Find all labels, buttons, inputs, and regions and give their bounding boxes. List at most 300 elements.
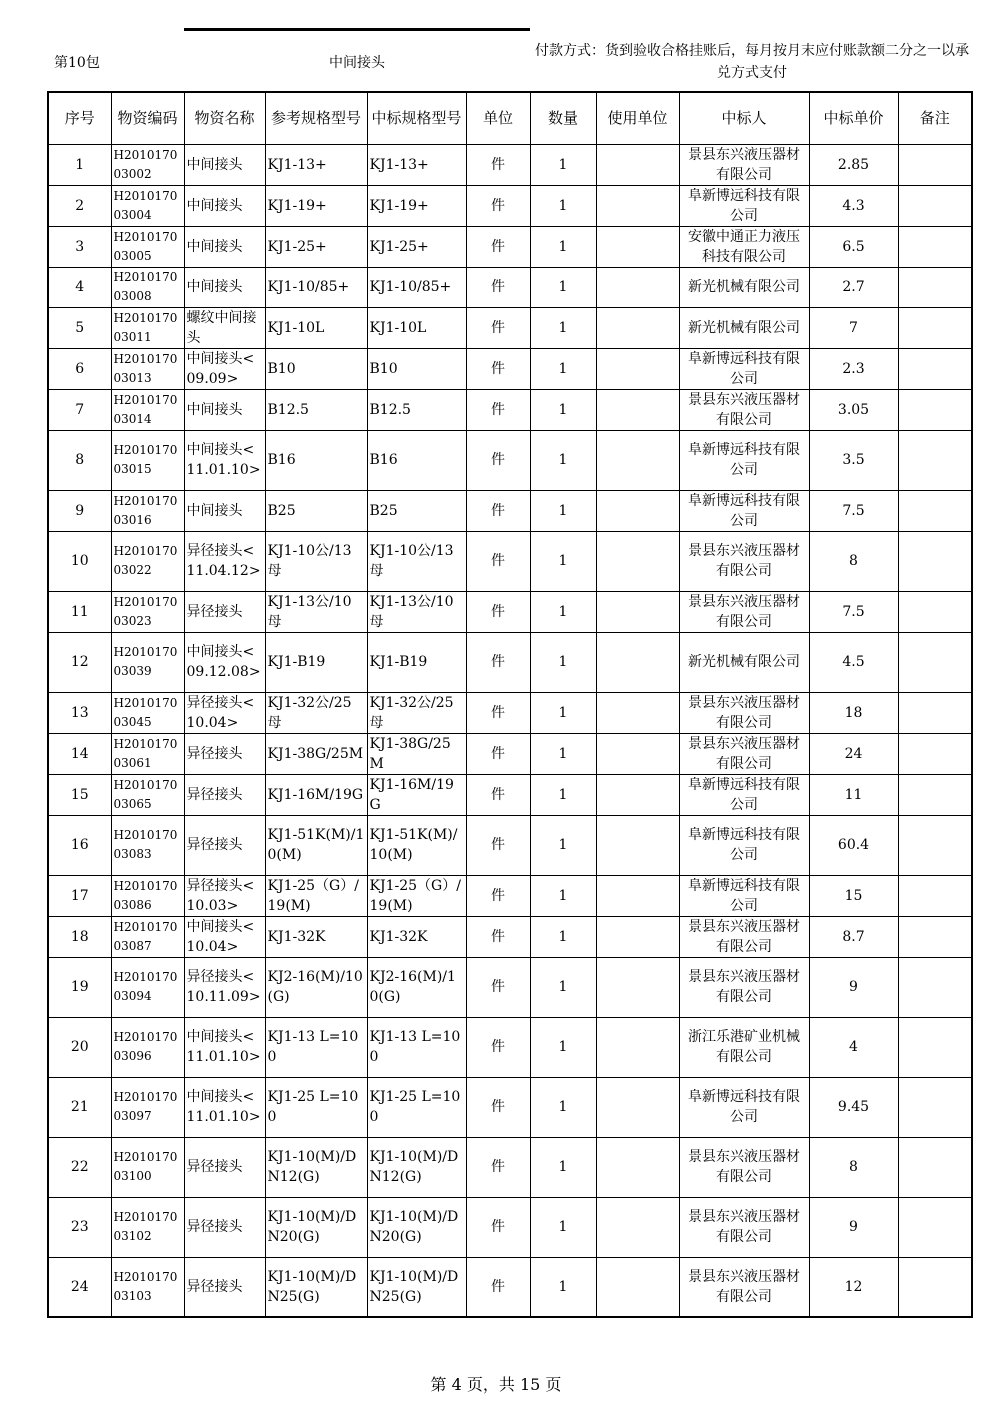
row-qty: 1 [530, 267, 596, 307]
row-no: 16 [48, 815, 111, 875]
row-ref-spec: KJ2-16(M)/10(G) [265, 957, 367, 1017]
col-header-winner: 中标人 [679, 92, 809, 144]
row-note [898, 430, 972, 490]
table-row [48, 733, 972, 774]
row-unit: 件 [466, 185, 530, 226]
row-no: 24 [48, 1257, 111, 1317]
row-award-spec: KJ1-32公/25母 [367, 692, 466, 733]
row-code: H201017003013 [111, 348, 184, 389]
row-note [898, 490, 972, 531]
row-note [898, 531, 972, 591]
row-user [596, 267, 679, 307]
row-ref-spec: B12.5 [265, 389, 367, 430]
table-row [48, 267, 972, 307]
row-no: 11 [48, 591, 111, 632]
row-note [898, 815, 972, 875]
row-no: 18 [48, 916, 111, 957]
row-qty: 1 [530, 1077, 596, 1137]
row-name: 异径接头 [184, 1137, 265, 1197]
row-winner: 景县东兴液压器材有限公司 [679, 144, 809, 185]
row-unit: 件 [466, 430, 530, 490]
row-unit: 件 [466, 692, 530, 733]
row-user [596, 144, 679, 185]
row-code: H201017003016 [111, 490, 184, 531]
header-rule [184, 28, 530, 31]
row-qty: 1 [530, 916, 596, 957]
row-winner: 景县东兴液压器材有限公司 [679, 957, 809, 1017]
row-unit: 件 [466, 591, 530, 632]
row-no: 8 [48, 430, 111, 490]
row-user [596, 733, 679, 774]
row-code: H201017003022 [111, 531, 184, 591]
row-ref-spec: KJ1-13+ [265, 144, 367, 185]
row-price: 15 [809, 875, 898, 916]
row-user [596, 226, 679, 267]
row-user [596, 389, 679, 430]
row-code: H201017003065 [111, 774, 184, 815]
table-row [48, 531, 972, 591]
table-row [48, 490, 972, 531]
row-unit: 件 [466, 389, 530, 430]
row-no: 10 [48, 531, 111, 591]
row-note [898, 591, 972, 632]
table-row [48, 875, 972, 916]
row-unit: 件 [466, 531, 530, 591]
row-winner: 景县东兴液压器材有限公司 [679, 733, 809, 774]
row-award-spec: KJ1-10(M)/DN20(G) [367, 1197, 466, 1257]
row-unit: 件 [466, 632, 530, 692]
row-winner: 阜新博远科技有限公司 [679, 185, 809, 226]
row-ref-spec: KJ1-10L [265, 307, 367, 348]
row-qty: 1 [530, 348, 596, 389]
row-code: H201017003008 [111, 267, 184, 307]
row-award-spec: B25 [367, 490, 466, 531]
row-user [596, 185, 679, 226]
row-ref-spec: KJ1-25+ [265, 226, 367, 267]
row-price: 12 [809, 1257, 898, 1317]
row-award-spec: KJ1-10(M)/DN12(G) [367, 1137, 466, 1197]
row-user [596, 591, 679, 632]
row-user [596, 815, 679, 875]
row-no: 12 [48, 632, 111, 692]
row-user [596, 957, 679, 1017]
row-unit: 件 [466, 916, 530, 957]
row-ref-spec: KJ1-32K [265, 916, 367, 957]
row-award-spec: B10 [367, 348, 466, 389]
row-qty: 1 [530, 430, 596, 490]
row-winner: 景县东兴液压器材有限公司 [679, 1197, 809, 1257]
row-ref-spec: B25 [265, 490, 367, 531]
row-winner: 新光机械有限公司 [679, 632, 809, 692]
row-code: H201017003005 [111, 226, 184, 267]
row-qty: 1 [530, 1257, 596, 1317]
row-ref-spec: B10 [265, 348, 367, 389]
row-code: H201017003094 [111, 957, 184, 1017]
package-label: 第10包 [54, 55, 100, 71]
table-row [48, 185, 972, 226]
row-winner: 阜新博远科技有限公司 [679, 430, 809, 490]
row-note [898, 875, 972, 916]
row-code: H201017003061 [111, 733, 184, 774]
row-name: 异径接头 [184, 1257, 265, 1317]
page-title: 中间接头 [329, 55, 385, 71]
row-qty: 1 [530, 815, 596, 875]
row-winner: 阜新博远科技有限公司 [679, 490, 809, 531]
row-ref-spec: KJ1-10(M)/DN25(G) [265, 1257, 367, 1317]
table-row [48, 815, 972, 875]
row-winner: 阜新博远科技有限公司 [679, 348, 809, 389]
row-qty: 1 [530, 733, 596, 774]
row-user [596, 1197, 679, 1257]
row-winner: 新光机械有限公司 [679, 307, 809, 348]
row-award-spec: KJ1-10(M)/DN25(G) [367, 1257, 466, 1317]
row-price: 8.7 [809, 916, 898, 957]
row-user [596, 490, 679, 531]
row-code: H201017003045 [111, 692, 184, 733]
row-price: 2.7 [809, 267, 898, 307]
row-code: H201017003083 [111, 815, 184, 875]
row-note [898, 1197, 972, 1257]
row-name: 异径接头<10.11.09> [184, 957, 265, 1017]
row-user [596, 531, 679, 591]
row-price: 8 [809, 531, 898, 591]
row-ref-spec: KJ1-10公/13母 [265, 531, 367, 591]
row-no: 14 [48, 733, 111, 774]
row-price: 11 [809, 774, 898, 815]
table-row [48, 144, 972, 185]
table-row [48, 632, 972, 692]
row-no: 20 [48, 1017, 111, 1077]
row-name: 异径接头<11.04.12> [184, 531, 265, 591]
row-code: H201017003097 [111, 1077, 184, 1137]
row-award-spec: KJ1-B19 [367, 632, 466, 692]
row-code: H201017003011 [111, 307, 184, 348]
row-qty: 1 [530, 957, 596, 1017]
col-header-note: 备注 [898, 92, 972, 144]
row-name: 中间接头 [184, 226, 265, 267]
row-qty: 1 [530, 591, 596, 632]
row-user [596, 348, 679, 389]
row-name: 中间接头<10.04> [184, 916, 265, 957]
row-note [898, 692, 972, 733]
row-unit: 件 [466, 348, 530, 389]
row-unit: 件 [466, 144, 530, 185]
table-row [48, 1077, 972, 1137]
row-ref-spec: KJ1-25（G）/19(M) [265, 875, 367, 916]
row-award-spec: KJ1-25+ [367, 226, 466, 267]
row-ref-spec: KJ1-10(M)/DN12(G) [265, 1137, 367, 1197]
row-code: H201017003015 [111, 430, 184, 490]
row-user [596, 875, 679, 916]
row-ref-spec: KJ1-16M/19G [265, 774, 367, 815]
row-qty: 1 [530, 226, 596, 267]
table-row [48, 957, 972, 1017]
row-award-spec: KJ1-32K [367, 916, 466, 957]
row-note [898, 348, 972, 389]
row-price: 60.4 [809, 815, 898, 875]
row-no: 19 [48, 957, 111, 1017]
row-name: 异径接头<10.03> [184, 875, 265, 916]
table-row [48, 1137, 972, 1197]
row-unit: 件 [466, 774, 530, 815]
row-ref-spec: KJ1-19+ [265, 185, 367, 226]
row-ref-spec: KJ1-51K(M)/10(M) [265, 815, 367, 875]
row-award-spec: KJ1-10公/13母 [367, 531, 466, 591]
row-name: 中间接头 [184, 389, 265, 430]
row-price: 9.45 [809, 1077, 898, 1137]
row-ref-spec: KJ1-38G/25M [265, 733, 367, 774]
row-no: 4 [48, 267, 111, 307]
row-winner: 阜新博远科技有限公司 [679, 815, 809, 875]
payment-terms: 付款方式：货到验收合格挂账后，每月按月末应付账款额二分之一以承兑方式支付 [535, 43, 969, 81]
row-unit: 件 [466, 1017, 530, 1077]
row-ref-spec: KJ1-10/85+ [265, 267, 367, 307]
row-award-spec: KJ1-38G/25M [367, 733, 466, 774]
row-winner: 景县东兴液压器材有限公司 [679, 692, 809, 733]
row-name: 中间接头 [184, 267, 265, 307]
row-qty: 1 [530, 144, 596, 185]
row-winner: 阜新博远科技有限公司 [679, 875, 809, 916]
row-unit: 件 [466, 1077, 530, 1137]
row-unit: 件 [466, 815, 530, 875]
row-code: H201017003102 [111, 1197, 184, 1257]
row-unit: 件 [466, 1137, 530, 1197]
row-user [596, 1137, 679, 1197]
col-header-code: 物资编码 [111, 92, 184, 144]
row-winner: 安徽中通正力液压科技有限公司 [679, 226, 809, 267]
row-name: 异径接头 [184, 1197, 265, 1257]
table-row [48, 774, 972, 815]
row-no: 1 [48, 144, 111, 185]
row-award-spec: KJ1-25（G）/19(M) [367, 875, 466, 916]
row-unit: 件 [466, 307, 530, 348]
row-note [898, 733, 972, 774]
row-qty: 1 [530, 774, 596, 815]
table-row [48, 692, 972, 733]
row-name: 中间接头<09.09> [184, 348, 265, 389]
row-name: 中间接头 [184, 185, 265, 226]
table-row [48, 348, 972, 389]
row-code: H201017003096 [111, 1017, 184, 1077]
row-note [898, 916, 972, 957]
row-note [898, 1257, 972, 1317]
row-price: 2.85 [809, 144, 898, 185]
row-note [898, 185, 972, 226]
row-code: H201017003039 [111, 632, 184, 692]
row-no: 3 [48, 226, 111, 267]
table-row [48, 389, 972, 430]
row-price: 7 [809, 307, 898, 348]
row-no: 9 [48, 490, 111, 531]
row-no: 7 [48, 389, 111, 430]
row-unit: 件 [466, 957, 530, 1017]
row-qty: 1 [530, 1197, 596, 1257]
row-award-spec: KJ1-10/85+ [367, 267, 466, 307]
row-note [898, 226, 972, 267]
row-unit: 件 [466, 1257, 530, 1317]
row-note [898, 307, 972, 348]
row-award-spec: B16 [367, 430, 466, 490]
row-name: 中间接头<11.01.10> [184, 430, 265, 490]
row-price: 4.5 [809, 632, 898, 692]
row-unit: 件 [466, 490, 530, 531]
row-note [898, 389, 972, 430]
row-note [898, 1077, 972, 1137]
col-header-unit: 单位 [466, 92, 530, 144]
table-row [48, 430, 972, 490]
row-winner: 景县东兴液压器材有限公司 [679, 591, 809, 632]
row-no: 5 [48, 307, 111, 348]
row-price: 2.3 [809, 348, 898, 389]
row-award-spec: KJ2-16(M)/10(G) [367, 957, 466, 1017]
row-ref-spec: KJ1-13公/10母 [265, 591, 367, 632]
row-qty: 1 [530, 1137, 596, 1197]
row-note [898, 632, 972, 692]
row-price: 3.05 [809, 389, 898, 430]
row-award-spec: KJ1-13公/10母 [367, 591, 466, 632]
row-ref-spec: KJ1-10(M)/DN20(G) [265, 1197, 367, 1257]
row-note [898, 144, 972, 185]
row-price: 4.3 [809, 185, 898, 226]
row-award-spec: KJ1-10L [367, 307, 466, 348]
row-note [898, 1017, 972, 1077]
row-price: 24 [809, 733, 898, 774]
table-header-row [48, 92, 972, 144]
table-row [48, 591, 972, 632]
row-name: 异径接头 [184, 774, 265, 815]
row-no: 17 [48, 875, 111, 916]
row-winner: 景县东兴液压器材有限公司 [679, 1257, 809, 1317]
row-winner: 浙江乐港矿业机械有限公司 [679, 1017, 809, 1077]
row-qty: 1 [530, 389, 596, 430]
row-code: H201017003023 [111, 591, 184, 632]
row-name: 螺纹中间接头 [184, 307, 265, 348]
row-price: 8 [809, 1137, 898, 1197]
row-ref-spec: KJ1-32公/25母 [265, 692, 367, 733]
row-code: H201017003100 [111, 1137, 184, 1197]
row-code: H201017003103 [111, 1257, 184, 1317]
award-table [47, 91, 973, 1318]
row-qty: 1 [530, 490, 596, 531]
row-user [596, 307, 679, 348]
row-winner: 景县东兴液压器材有限公司 [679, 1137, 809, 1197]
row-user [596, 692, 679, 733]
col-header-price: 中标单价 [809, 92, 898, 144]
row-unit: 件 [466, 1197, 530, 1257]
row-note [898, 774, 972, 815]
col-header-award-spec: 中标规格型号 [367, 92, 466, 144]
row-code: H201017003004 [111, 185, 184, 226]
row-qty: 1 [530, 1017, 596, 1077]
row-price: 7.5 [809, 591, 898, 632]
row-name: 异径接头 [184, 815, 265, 875]
row-qty: 1 [530, 185, 596, 226]
row-ref-spec: KJ1-B19 [265, 632, 367, 692]
row-award-spec: KJ1-19+ [367, 185, 466, 226]
row-unit: 件 [466, 226, 530, 267]
row-code: H201017003014 [111, 389, 184, 430]
col-header-ref-spec: 参考规格型号 [265, 92, 367, 144]
row-winner: 阜新博远科技有限公司 [679, 774, 809, 815]
row-no: 6 [48, 348, 111, 389]
row-name: 中间接头 [184, 144, 265, 185]
row-user [596, 430, 679, 490]
row-award-spec: B12.5 [367, 389, 466, 430]
table-row [48, 1197, 972, 1257]
row-name: 中间接头<11.01.10> [184, 1077, 265, 1137]
row-name: 中间接头<11.01.10> [184, 1017, 265, 1077]
row-award-spec: KJ1-51K(M)/10(M) [367, 815, 466, 875]
row-code: H201017003086 [111, 875, 184, 916]
row-qty: 1 [530, 632, 596, 692]
row-name: 中间接头<09.12.08> [184, 632, 265, 692]
col-header-qty: 数量 [530, 92, 596, 144]
row-note [898, 1137, 972, 1197]
row-award-spec: KJ1-25 L=100 [367, 1077, 466, 1137]
row-name: 异径接头 [184, 733, 265, 774]
row-no: 21 [48, 1077, 111, 1137]
row-no: 22 [48, 1137, 111, 1197]
row-code: H201017003002 [111, 144, 184, 185]
row-award-spec: KJ1-13 L=100 [367, 1017, 466, 1077]
row-qty: 1 [530, 875, 596, 916]
row-qty: 1 [530, 531, 596, 591]
row-price: 4 [809, 1017, 898, 1077]
row-price: 6.5 [809, 226, 898, 267]
table-row [48, 916, 972, 957]
row-winner: 新光机械有限公司 [679, 267, 809, 307]
row-note [898, 957, 972, 1017]
row-unit: 件 [466, 733, 530, 774]
row-award-spec: KJ1-13+ [367, 144, 466, 185]
row-qty: 1 [530, 307, 596, 348]
row-unit: 件 [466, 267, 530, 307]
row-ref-spec: B16 [265, 430, 367, 490]
col-header-user: 使用单位 [596, 92, 679, 144]
row-name: 异径接头<10.04> [184, 692, 265, 733]
table-row [48, 307, 972, 348]
row-name: 异径接头 [184, 591, 265, 632]
row-ref-spec: KJ1-13 L=100 [265, 1017, 367, 1077]
row-user [596, 1077, 679, 1137]
col-header-no: 序号 [48, 92, 111, 144]
row-ref-spec: KJ1-25 L=100 [265, 1077, 367, 1137]
row-user [596, 1257, 679, 1317]
row-unit: 件 [466, 875, 530, 916]
row-price: 9 [809, 1197, 898, 1257]
col-header-name: 物资名称 [184, 92, 265, 144]
row-user [596, 632, 679, 692]
row-user [596, 774, 679, 815]
row-price: 7.5 [809, 490, 898, 531]
row-winner: 景县东兴液压器材有限公司 [679, 916, 809, 957]
row-no: 15 [48, 774, 111, 815]
row-price: 9 [809, 957, 898, 1017]
row-user [596, 1017, 679, 1077]
row-winner: 景县东兴液压器材有限公司 [679, 389, 809, 430]
row-award-spec: KJ1-16M/19G [367, 774, 466, 815]
row-qty: 1 [530, 692, 596, 733]
row-no: 23 [48, 1197, 111, 1257]
row-code: H201017003087 [111, 916, 184, 957]
page-number: 第 4 页，共 15 页 [430, 1375, 562, 1394]
row-user [596, 916, 679, 957]
row-winner: 阜新博远科技有限公司 [679, 1077, 809, 1137]
row-price: 18 [809, 692, 898, 733]
table-row [48, 226, 972, 267]
row-name: 中间接头 [184, 490, 265, 531]
page-footer [0, 1372, 992, 1395]
